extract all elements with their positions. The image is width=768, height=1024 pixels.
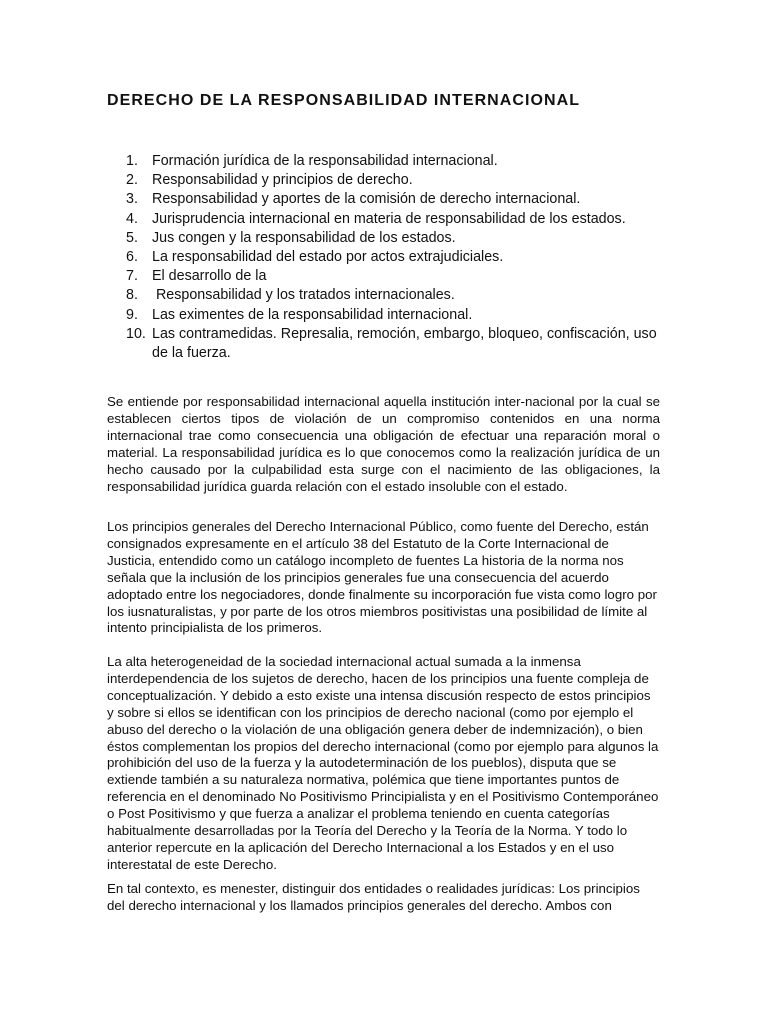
body-paragraph: Se entiende por responsabilidad internacional aquella institución inter-nacional por la cual se establecen ciertos tipos de violación de un compromiso contenidos en una norma internacional trae como consecuencia una obligación de efectuar una reparación moral o material. La responsabilidad jurídica es lo que conocemos como la realización jurídica de un hecho causado por la culpabilidad esta surge con el nacimiento de las obligaciones, la responsabilidad jurídica guarda relación con el estado insoluble con el estado. <box>107 394 660 494</box>
toc-item-text: La responsabilidad del estado por actos extrajudiciales. <box>152 249 504 266</box>
toc-item-text: Jurisprudencia internacional en materia de responsabilidad de los estados. <box>152 210 626 227</box>
toc-item-text: Jus congen y la responsabilidad de los estados. <box>152 229 456 246</box>
toc-item <box>126 267 666 286</box>
toc-item <box>126 229 666 248</box>
table-of-contents <box>126 152 666 363</box>
body-paragraph: La alta heterogeneidad de la sociedad internacional actual sumada a la inmensa interdependencia de los sujetos de derecho, hacen de los principios una fuente compleja de conceptualización. Y debido a esto existe una intensa discusión respecto de estos principios y sobre si ellos se identifican con los principios de derecho nacional (como por ejemplo el abuso del derecho o la violación de una obligación genera deber de indemnización), o bien éstos complementan los propios del derecho internacional (como por ejemplo para algunos la prohibición del uso de la fuerza y la autodeterminación de los pueblos), disputa que se extiende también a su naturaleza normativa, polémica que tiene importantes puntos de referencia en el denominado No Positivismo Principialista y en el Positivismo Contemporáneo o Post Positivismo y que fuerza a analizar el problema teniendo en cuenta categorías habitualmente desarrolladas por la Teoría del Derecho y la Teoría de la Norma. Y todo lo anterior repercute en la aplicación del Derecho Internacional a los Estados y en el uso interestatal de este Derecho. <box>107 654 659 872</box>
document-title: DERECHO DE LA RESPONSABILIDAD INTERNACIONAL <box>107 92 581 109</box>
toc-item-text: Responsabilidad y aportes de la comisión de derecho internacional. <box>152 191 581 208</box>
toc-item-number: 8. <box>126 287 138 304</box>
toc-item-number: 2. <box>126 172 138 189</box>
toc-item <box>126 325 666 363</box>
toc-item-number: 4. <box>126 210 138 227</box>
toc-item-text: Responsabilidad y los tratados internacionales. <box>152 287 455 304</box>
body-paragraph: Los principios generales del Derecho Internacional Público, como fuente del Derecho, están consignados expresamente en el artículo 38 del Estatuto de la Corte Internacional de Justicia, entendido como un catálogo incompleto de fuentes La historia de la norma nos señala que la inclusión de los principios generales fue una consecuencia del acuerdo adoptado entre los negociadores, donde finalmente su incorporación fue vista como logro por los iusnaturalistas, y por parte de los otros miembros positivistas una posibilidad de límite al intento principialista de los primeros. <box>107 519 657 636</box>
toc-item <box>126 306 666 325</box>
body-paragraph: En tal contexto, es menester, distinguir dos entidades o realidades jurídicas: Los principios del derecho internacional y los llamados principios generales del derecho. Ambos con <box>107 881 640 913</box>
toc-item-text: Formación jurídica de la responsabilidad internacional. <box>152 153 498 169</box>
toc-item-text: Las eximentes de la responsabilidad internacional. <box>152 306 473 323</box>
toc-item <box>126 286 666 305</box>
toc-item-text: El desarrollo de la <box>152 268 267 285</box>
toc-item <box>126 171 666 190</box>
toc-item-number: 7. <box>126 268 138 285</box>
toc-item-number: 5. <box>126 229 138 246</box>
toc-item <box>126 210 666 229</box>
toc-item <box>126 152 666 171</box>
toc-item-number: 10. <box>126 325 146 342</box>
toc-item-text: Las contramedidas. Represalia, remoción, embargo, bloqueo, confiscación, uso de la fuerza. <box>152 325 657 362</box>
toc-item-number: 9. <box>126 306 138 323</box>
toc-item-number: 6. <box>126 249 138 266</box>
toc-item-number: 3. <box>126 191 138 208</box>
toc-item-number: 1. <box>126 153 138 169</box>
toc-item <box>126 190 666 209</box>
toc-item <box>126 248 666 267</box>
toc-item-text: Responsabilidad y principios de derecho. <box>152 172 413 189</box>
